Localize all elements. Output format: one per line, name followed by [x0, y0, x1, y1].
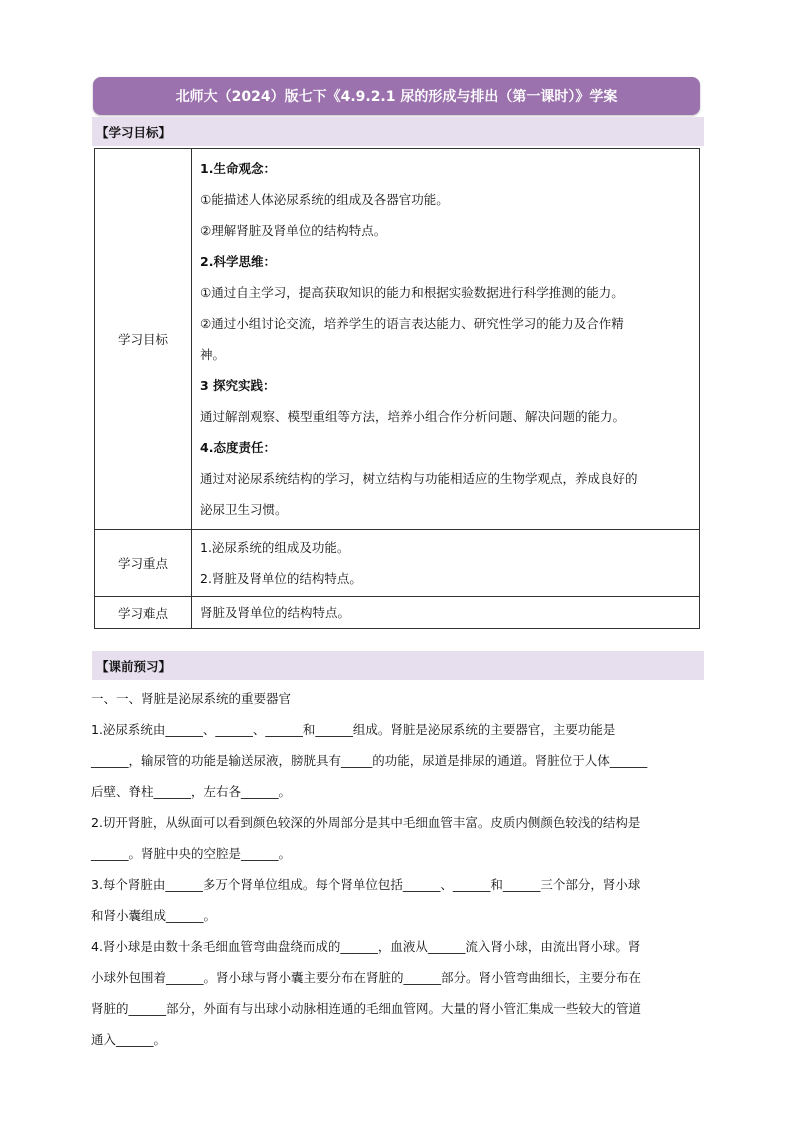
section-header-preview: 【课前预习】 [92, 651, 704, 680]
table-row [95, 597, 700, 629]
section-header-goals: 【学习目标】 [92, 117, 704, 146]
goal-line: 通过解剖观察、模型重组等方法，培养小组合作分析问题、解决问题的能力。 [200, 409, 626, 424]
goal-line: ①通过自主学习，提高获取知识的能力和根据实验数据进行科学推测的能力。 [200, 285, 624, 300]
preview-line: 1.泌尿系统由______、______、______和______组成。肾脏是泌尿系统的主要器官，主要功能是 [91, 722, 616, 737]
difficulty-content: 肾脏及肾单位的结构特点。 [192, 597, 700, 629]
goal-line: 神。 [200, 347, 226, 362]
focus-line: 1.泌尿系统的组成及功能。 [200, 540, 350, 555]
goal-line: 4.态度责任： [200, 440, 276, 455]
preview-line: ______。肾脏中央的空腔是______。 [91, 846, 292, 861]
preview-line: 肾脏的______部分，外面有与出球小动脉相连通的毛细血管网。大量的肾小管汇集成一些较大的管道 [91, 1001, 642, 1016]
focus-row-label: 学习重点 [95, 530, 192, 597]
difficulty-row-label: 学习难点 [95, 597, 192, 629]
preview-line: 通入______。 [91, 1032, 167, 1047]
goals-content [192, 149, 700, 530]
goal-line: 泌尿卫生习惯。 [200, 502, 288, 517]
goal-line: 3 探究实践： [200, 378, 276, 393]
preview-line: 一、一、肾脏是泌尿系统的重要器官 [91, 691, 292, 706]
document-title: 北师大（2024）版七下《4.9.2.1 尿的形成与排出（第一课时）》学案 [93, 77, 700, 115]
goal-line: 2.科学思维： [200, 254, 276, 269]
preview-line: 2.切开肾脏，从纵面可以看到颜色较深的外周部分是其中毛细血管丰富。皮质内侧颜色较浅的结构是 [91, 815, 641, 830]
goals-row-label: 学习目标 [95, 149, 192, 530]
goal-line: 1.生命观念： [200, 161, 276, 176]
goals-table [94, 148, 700, 629]
preview-line: 3.每个肾脏由______多万个肾单位组成。每个肾单位包括______、______和______三个部分，肾小球 [91, 877, 641, 892]
table-row [95, 149, 700, 530]
preview-line: 小球外包围着______。肾小球与肾小囊主要分布在肾脏的______部分。肾小管弯曲细长，主要分布在 [91, 970, 642, 985]
preview-line: 和肾小囊组成______。 [91, 908, 217, 923]
table-row [95, 530, 700, 597]
preview-line: ______，输尿管的功能是输送尿液，膀胱具有_____的功能，尿道是排尿的通道。肾脏位于人体______ [91, 753, 648, 768]
focus-content [192, 530, 700, 597]
goal-line: 通过对泌尿系统结构的学习，树立结构与功能相适应的生物学观点，养成良好的 [200, 471, 638, 486]
goal-line: ②理解肾脏及肾单位的结构特点。 [200, 223, 387, 238]
focus-line: 2.肾脏及肾单位的结构特点。 [200, 571, 362, 586]
goal-line: ②通过小组讨论交流，培养学生的语言表达能力、研究性学习的能力及合作精 [200, 316, 624, 331]
preview-section [91, 683, 705, 1055]
preview-line: 后壁、脊柱______，左右各______。 [91, 784, 292, 799]
preview-line: 4.肾小球是由数十条毛细血管弯曲盘绕而成的______，血液从______流入肾小球，由流出肾小球。肾 [91, 939, 641, 954]
goal-line: ①能描述人体泌尿系统的组成及各器官功能。 [200, 192, 449, 207]
